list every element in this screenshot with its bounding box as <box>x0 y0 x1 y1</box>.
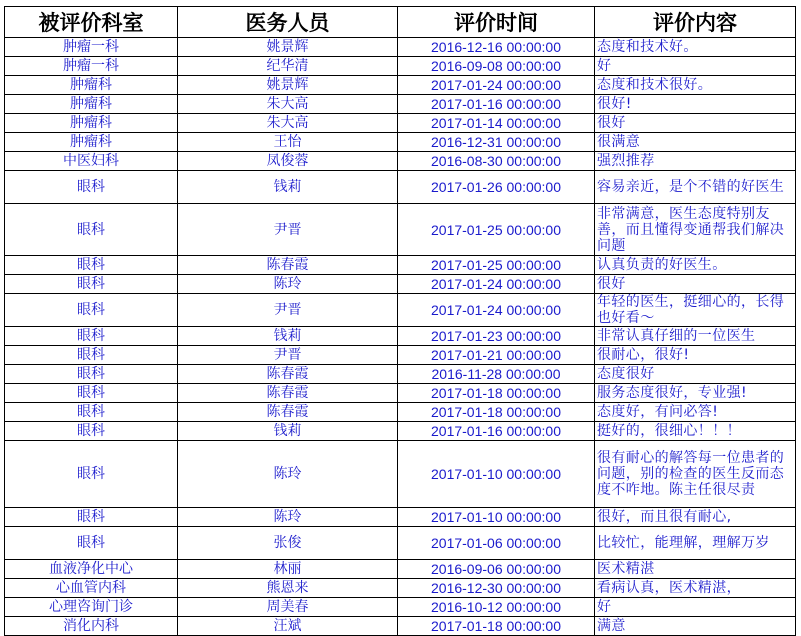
staff-cell: 姚景辉 <box>178 38 398 57</box>
table-row <box>5 275 796 294</box>
department-cell: 肿瘤科 <box>5 114 178 133</box>
department-cell: 眼科 <box>5 384 178 403</box>
table-row <box>5 114 796 133</box>
eval-time-cell: 2017-01-16 00:00:00 <box>398 422 595 441</box>
staff-cell: 王怡 <box>178 133 398 152</box>
staff-cell: 林丽 <box>178 560 398 579</box>
staff-cell: 钱莉 <box>178 171 398 204</box>
staff-cell: 熊恩来 <box>178 579 398 598</box>
table-row <box>5 365 796 384</box>
table-row <box>5 384 796 403</box>
department-cell: 心血管内科 <box>5 579 178 598</box>
department-cell: 肿瘤一科 <box>5 57 178 76</box>
eval-time-cell: 2017-01-24 00:00:00 <box>398 76 595 95</box>
header-row <box>5 7 796 38</box>
department-cell: 眼科 <box>5 422 178 441</box>
eval-content-cell: 挺好的，很细心！！！ <box>595 422 796 441</box>
eval-time-cell: 2017-01-26 00:00:00 <box>398 171 595 204</box>
department-cell: 眼科 <box>5 508 178 527</box>
staff-cell: 陈玲 <box>178 508 398 527</box>
department-cell: 肿瘤一科 <box>5 38 178 57</box>
eval-content-cell: 容易亲近，是个不错的好医生 <box>595 171 796 204</box>
department-cell: 眼科 <box>5 346 178 365</box>
eval-content-cell: 很好 <box>595 275 796 294</box>
staff-cell: 钱莉 <box>178 327 398 346</box>
department-cell: 血液净化中心 <box>5 560 178 579</box>
table-row <box>5 346 796 365</box>
table-row <box>5 133 796 152</box>
staff-cell: 姚景辉 <box>178 76 398 95</box>
eval-content-cell: 态度好，有问必答! <box>595 403 796 422</box>
eval-time-cell: 2017-01-18 00:00:00 <box>398 403 595 422</box>
eval-time-cell: 2016-12-16 00:00:00 <box>398 38 595 57</box>
eval-content-cell: 很耐心，很好! <box>595 346 796 365</box>
department-cell: 肿瘤科 <box>5 133 178 152</box>
table-row <box>5 508 796 527</box>
eval-time-cell: 2016-09-06 00:00:00 <box>398 560 595 579</box>
staff-cell: 陈春霞 <box>178 403 398 422</box>
eval-content-cell: 医术精湛 <box>595 560 796 579</box>
department-cell: 眼科 <box>5 294 178 327</box>
staff-cell: 陈春霞 <box>178 256 398 275</box>
table-row <box>5 422 796 441</box>
staff-cell: 尹晋 <box>178 346 398 365</box>
eval-time-cell: 2017-01-24 00:00:00 <box>398 294 595 327</box>
department-cell: 肿瘤科 <box>5 95 178 114</box>
eval-content-cell: 看病认真，医术精湛， <box>595 579 796 598</box>
eval-time-cell: 2016-12-31 00:00:00 <box>398 133 595 152</box>
eval-content-cell: 好 <box>595 57 796 76</box>
eval-content-cell: 年轻的医生，挺细心的，长得也好看～ <box>595 294 796 327</box>
table-row <box>5 76 796 95</box>
eval-time-cell: 2017-01-21 00:00:00 <box>398 346 595 365</box>
staff-cell: 钱莉 <box>178 422 398 441</box>
table-row <box>5 598 796 617</box>
eval-content-cell: 很好，而且很有耐心, <box>595 508 796 527</box>
eval-content-cell: 好 <box>595 598 796 617</box>
staff-cell: 周美春 <box>178 598 398 617</box>
staff-cell: 朱大高 <box>178 95 398 114</box>
table-row <box>5 403 796 422</box>
eval-content-cell: 很有耐心的解答每一位患者的问题，别的检查的医生反而态度不咋地。陈主任很尽责 <box>595 441 796 508</box>
staff-cell: 陈春霞 <box>178 384 398 403</box>
department-cell: 眼科 <box>5 204 178 256</box>
eval-content-cell: 非常认真仔细的一位医生 <box>595 327 796 346</box>
eval-time-cell: 2017-01-06 00:00:00 <box>398 527 595 560</box>
eval-time-cell: 2016-09-08 00:00:00 <box>398 57 595 76</box>
department-cell: 眼科 <box>5 275 178 294</box>
staff-cell: 张俊 <box>178 527 398 560</box>
evaluation-table <box>4 6 796 636</box>
staff-cell: 尹晋 <box>178 294 398 327</box>
staff-cell: 陈春霞 <box>178 365 398 384</box>
eval-time-cell: 2017-01-10 00:00:00 <box>398 508 595 527</box>
staff-cell: 陈玲 <box>178 275 398 294</box>
department-cell: 肿瘤科 <box>5 76 178 95</box>
staff-cell: 朱大高 <box>178 114 398 133</box>
staff-cell: 纪华清 <box>178 57 398 76</box>
eval-content-cell: 很好 <box>595 114 796 133</box>
department-cell: 消化内科 <box>5 617 178 636</box>
header-staff: 医务人员 <box>178 7 398 38</box>
staff-cell: 凤俊蓉 <box>178 152 398 171</box>
eval-content-cell: 比较忙，能理解，理解万岁 <box>595 527 796 560</box>
eval-content-cell: 服务态度很好，专业强! <box>595 384 796 403</box>
table-row <box>5 327 796 346</box>
table-row <box>5 560 796 579</box>
department-cell: 眼科 <box>5 327 178 346</box>
department-cell: 心理咨询门诊 <box>5 598 178 617</box>
eval-content-cell: 态度和技术好。 <box>595 38 796 57</box>
department-cell: 眼科 <box>5 256 178 275</box>
table-row <box>5 527 796 560</box>
department-cell: 眼科 <box>5 365 178 384</box>
eval-time-cell: 2017-01-18 00:00:00 <box>398 617 595 636</box>
header-department: 被评价科室 <box>5 7 178 38</box>
staff-cell: 汪斌 <box>178 617 398 636</box>
eval-time-cell: 2016-08-30 00:00:00 <box>398 152 595 171</box>
table-row <box>5 294 796 327</box>
staff-cell: 陈玲 <box>178 441 398 508</box>
eval-time-cell: 2017-01-16 00:00:00 <box>398 95 595 114</box>
department-cell: 眼科 <box>5 171 178 204</box>
table-row <box>5 441 796 508</box>
eval-time-cell: 2017-01-14 00:00:00 <box>398 114 595 133</box>
table-body <box>5 38 796 636</box>
table-row <box>5 579 796 598</box>
eval-content-cell: 满意 <box>595 617 796 636</box>
department-cell: 眼科 <box>5 403 178 422</box>
eval-time-cell: 2017-01-25 00:00:00 <box>398 204 595 256</box>
eval-time-cell: 2017-01-10 00:00:00 <box>398 441 595 508</box>
table-row <box>5 204 796 256</box>
header-eval-time: 评价时间 <box>398 7 595 38</box>
department-cell: 眼科 <box>5 527 178 560</box>
table-row <box>5 38 796 57</box>
header-eval-content: 评价内容 <box>595 7 796 38</box>
eval-content-cell: 很好! <box>595 95 796 114</box>
eval-content-cell: 非常满意，医生态度特别友善，而且懂得变通帮我们解决问题 <box>595 204 796 256</box>
table-row <box>5 95 796 114</box>
staff-cell: 尹晋 <box>178 204 398 256</box>
department-cell: 眼科 <box>5 441 178 508</box>
eval-content-cell: 强烈推荐 <box>595 152 796 171</box>
table-row <box>5 256 796 275</box>
eval-time-cell: 2016-11-28 00:00:00 <box>398 365 595 384</box>
eval-content-cell: 态度很好 <box>595 365 796 384</box>
eval-time-cell: 2016-10-12 00:00:00 <box>398 598 595 617</box>
eval-content-cell: 很满意 <box>595 133 796 152</box>
table-row <box>5 171 796 204</box>
eval-time-cell: 2016-12-30 00:00:00 <box>398 579 595 598</box>
eval-time-cell: 2017-01-23 00:00:00 <box>398 327 595 346</box>
eval-content-cell: 认真负责的好医生。 <box>595 256 796 275</box>
table-row <box>5 617 796 636</box>
eval-content-cell: 态度和技术很好。 <box>595 76 796 95</box>
eval-time-cell: 2017-01-24 00:00:00 <box>398 275 595 294</box>
table-row <box>5 152 796 171</box>
department-cell: 中医妇科 <box>5 152 178 171</box>
eval-time-cell: 2017-01-18 00:00:00 <box>398 384 595 403</box>
table-row <box>5 57 796 76</box>
eval-time-cell: 2017-01-25 00:00:00 <box>398 256 595 275</box>
